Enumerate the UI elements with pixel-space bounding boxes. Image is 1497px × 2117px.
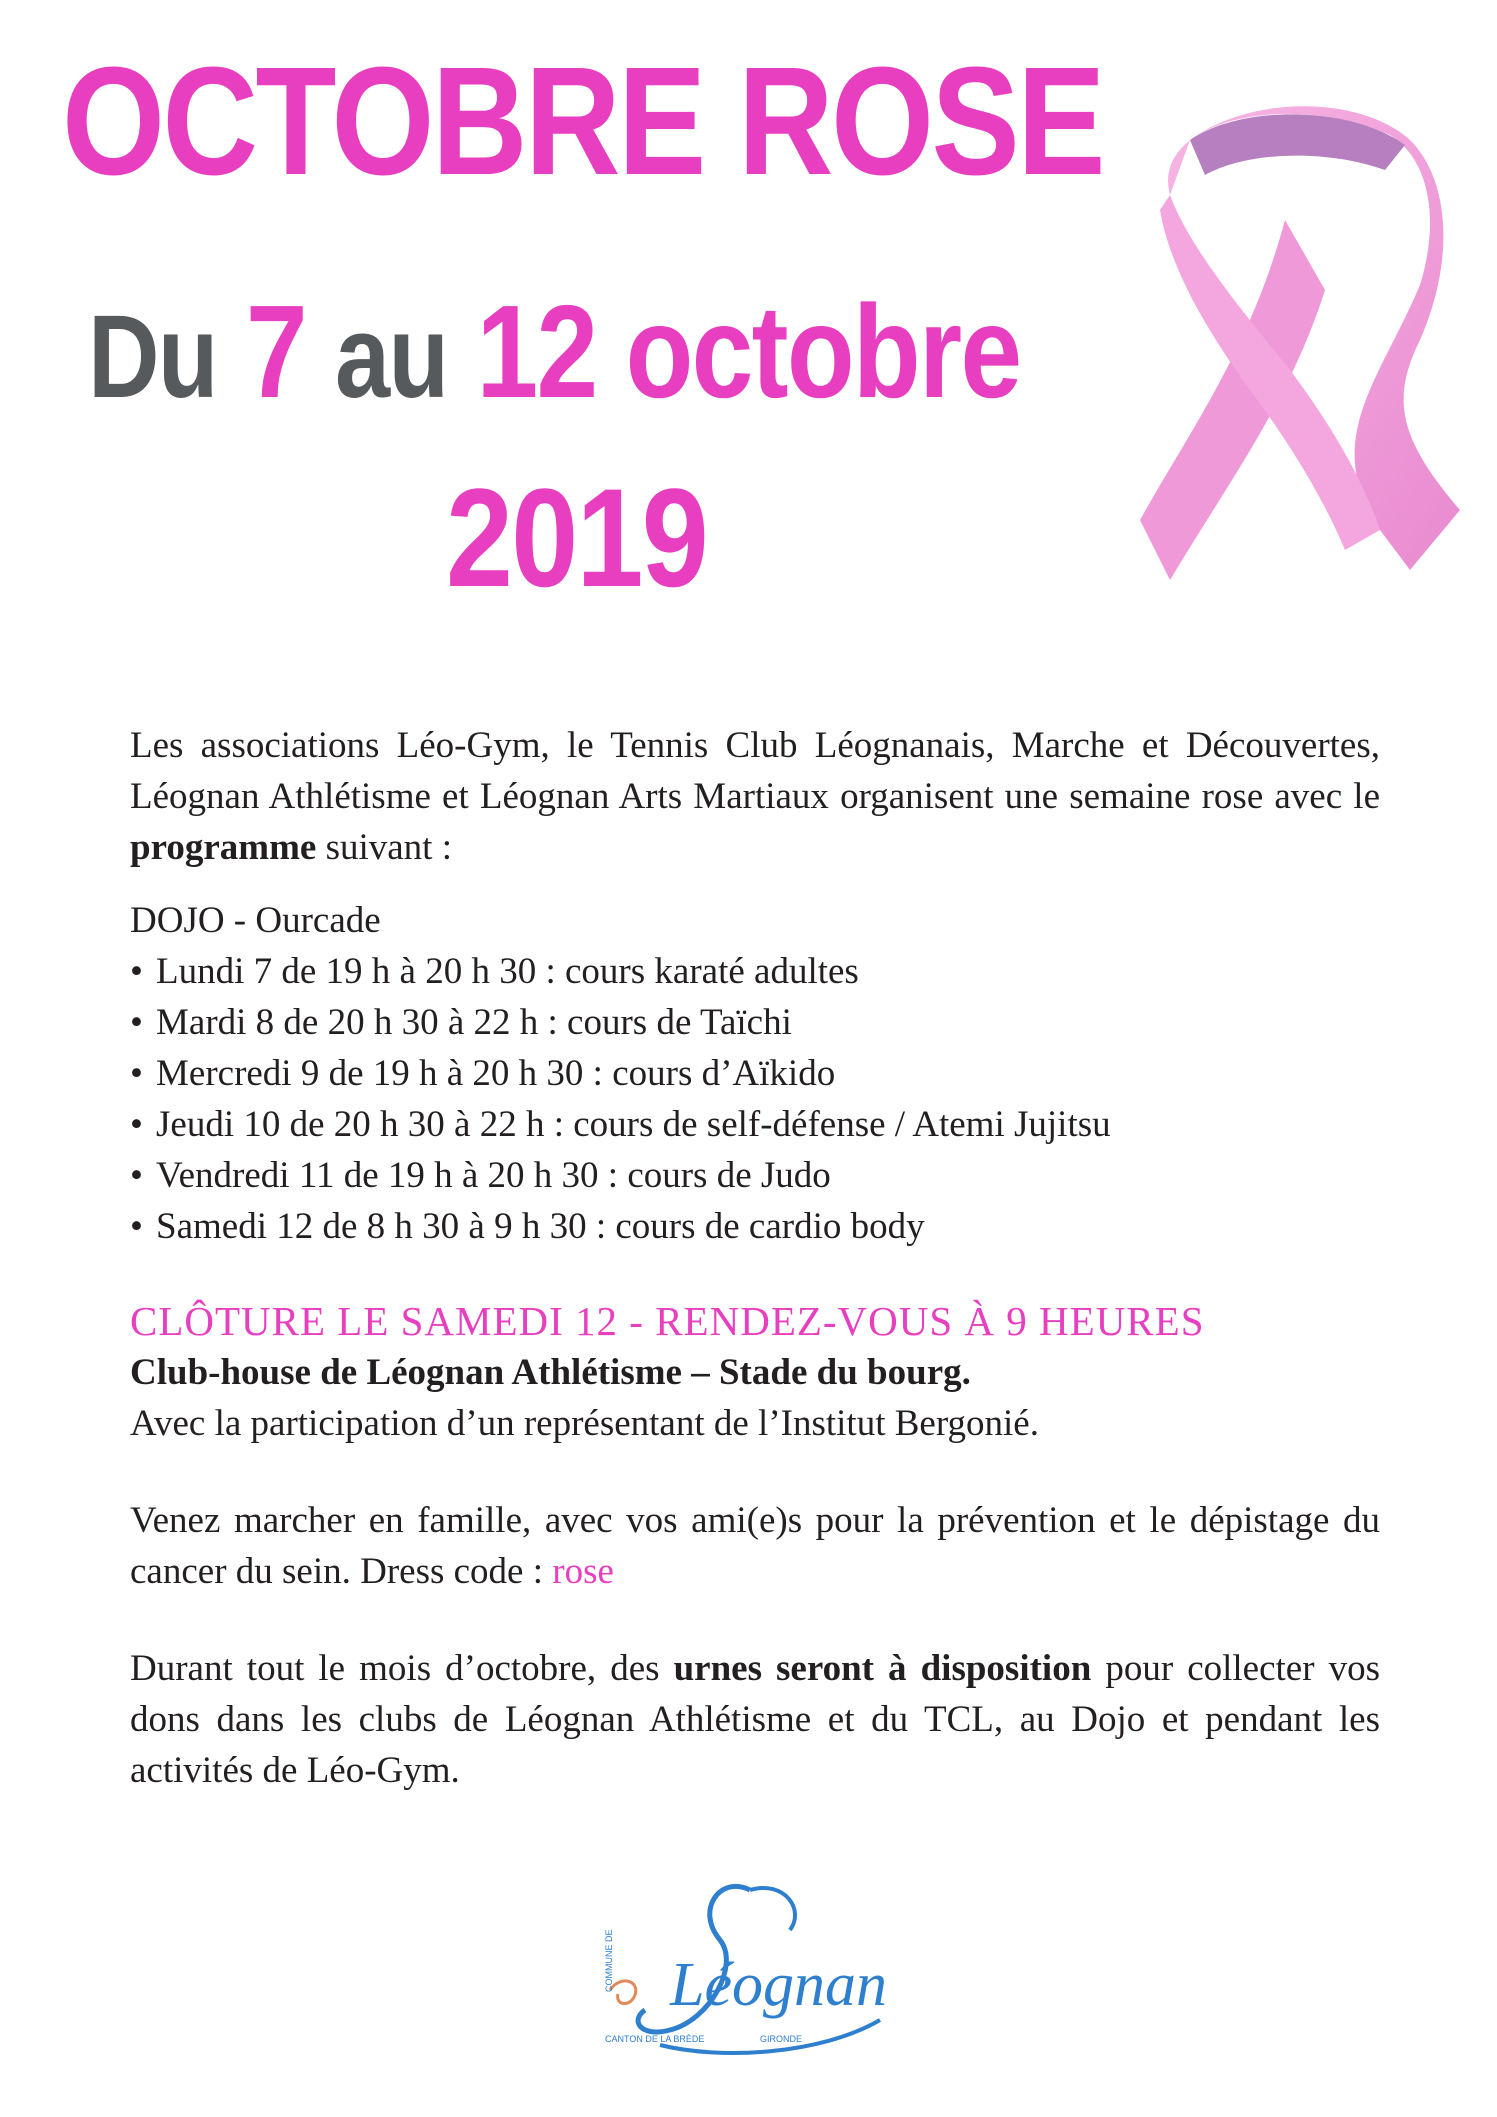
bullet-icon: •: [130, 951, 143, 992]
donations-text-end: pour collecter vos dons dans les clubs de Léognan Athlétisme et du TCL, au Dojo et pendant les activités de Léo-Gym.: [130, 1648, 1380, 1791]
intro-text-end: suivant :: [316, 827, 452, 868]
bullet-icon: •: [130, 1155, 143, 1196]
bullet-icon: •: [130, 1104, 143, 1145]
pink-ribbon-icon: [1130, 100, 1460, 600]
donations-bold: urnes seront à disposition: [673, 1648, 1092, 1689]
venue-label: DOJO - Ourcade: [130, 900, 381, 941]
intro-text: Les associations Léo-Gym, le Tennis Club Léognanais, Marche et Découvertes, Léognan Athlétisme et Léognan Arts Martiaux organisent une semaine rose avec le: [130, 725, 1380, 817]
list-item: [130, 997, 1380, 1048]
event-body: [130, 720, 1380, 1796]
dates-start: 7: [245, 278, 306, 425]
list-item: [130, 1048, 1380, 1099]
event-dates: [88, 278, 1096, 425]
closing-participation: Avec la participation d’un représentant de l’Institut Bergonié.: [130, 1403, 1039, 1444]
list-item: [130, 1099, 1380, 1150]
dress-code-value: rose: [552, 1551, 614, 1592]
closing-location: Club-house de Léognan Athlétisme – Stade du bourg.: [130, 1352, 971, 1393]
dates-end: 12 octobre: [476, 278, 1021, 425]
dates-du: Du: [88, 291, 217, 423]
donations-paragraph: [130, 1643, 1380, 1796]
event-year: 2019: [446, 459, 707, 616]
schedule-text: Mardi 8 de 20 h 30 à 22 h : cours de Taïchi: [156, 1002, 792, 1043]
logo-region: GIRONDE: [760, 2034, 803, 2044]
schedule-text: Samedi 12 de 8 h 30 à 9 h 30 : cours de cardio body: [156, 1206, 925, 1247]
closing-title: CLÔTURE LE SAMEDI 12 - RENDEZ-VOUS À 9 HEURES: [130, 1298, 1205, 1344]
logo-canton: CANTON DE LA BRÈDE: [605, 2034, 705, 2044]
dates-au: au: [335, 291, 448, 423]
donations-text: Durant tout le mois d’octobre, des: [130, 1648, 674, 1689]
list-item: [130, 1150, 1380, 1201]
intro-bold: programme: [130, 827, 317, 868]
list-item: [130, 946, 1380, 997]
bullet-icon: •: [130, 1053, 143, 1094]
list-item: [130, 1201, 1380, 1252]
event-title: OCTOBRE ROSE: [62, 35, 1103, 207]
invitation-text: Venez marcher en famille, avec vos ami(e)s pour la prévention et le dépistage du cancer du sein. Dress code :: [130, 1500, 1380, 1592]
logo-commune: COMMUNE DE: [604, 1929, 614, 1992]
schedule-text: Mercredi 9 de 19 h à 20 h 30 : cours d’Aïkido: [156, 1053, 836, 1094]
bullet-icon: •: [130, 1206, 143, 1247]
bullet-icon: •: [130, 1002, 143, 1043]
intro-paragraph: [130, 720, 1380, 873]
logo-name: Léognan: [670, 1951, 887, 2019]
leognan-logo: [600, 1870, 890, 2070]
schedule-list: [130, 946, 1380, 1252]
schedule-text: Lundi 7 de 19 h à 20 h 30 : cours karaté adultes: [156, 951, 859, 992]
schedule-text: Vendredi 11 de 19 h à 20 h 30 : cours de Judo: [156, 1155, 831, 1196]
schedule-text: Jeudi 10 de 20 h 30 à 22 h : cours de self-défense / Atemi Jujitsu: [156, 1104, 1111, 1145]
invitation-paragraph: [130, 1495, 1380, 1597]
